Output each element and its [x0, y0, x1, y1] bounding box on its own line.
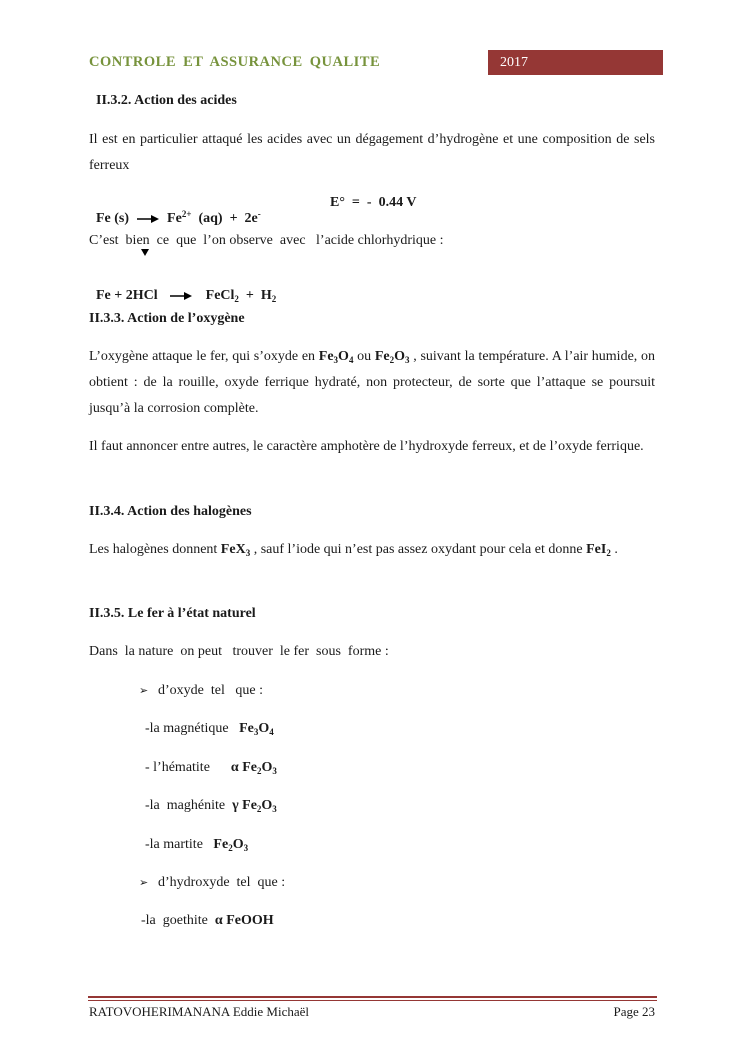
bullet-oxides: [139, 683, 263, 699]
paragraph-halogens: [89, 537, 655, 563]
eq1-aq: (aq) + 2e: [198, 211, 258, 226]
arrow-right-icon: [137, 214, 159, 224]
formula-fex3: FeX$_3$: [220, 542, 251, 558]
eq2-fecl: FeCl: [205, 288, 235, 303]
heading-section-334: II.3.4. Action des halogènes: [89, 504, 252, 519]
heading-section-333: II.3.3. Action de l’oxygène: [89, 311, 245, 326]
eq2-fecl-sub: 2: [234, 294, 239, 304]
eq1-left: Fe (s): [96, 211, 130, 226]
halogen-text-b: , sauf l’iode qui n’est pas assez oxydant pour cela et donne: [250, 542, 587, 557]
eq2-left: Fe + 2HCl: [96, 288, 158, 303]
eq1-electron-charge: -: [257, 209, 261, 219]
paragraph-acids: Il est en particulier attaqué les acides avec un dégagement d’hydrogène et une composition de sels ferreux: [89, 132, 655, 173]
heading-section-332: II.3.2. Action des acides: [96, 93, 237, 108]
bullet-hydroxides-label: d’hydroxyde tel que :: [158, 875, 286, 890]
eq1-potential: E° = - 0.44 V: [330, 195, 417, 210]
arrow-right-icon: [170, 291, 192, 301]
footer-page-number: Page 23: [613, 1004, 655, 1019]
formula-fei2: FeI$_2$: [586, 542, 611, 558]
list-item-hematite: - l’hématite α $Fe_2O_3$: [145, 760, 277, 776]
equation-fe-oxidation: [89, 195, 261, 227]
list-item-magnetite: -la magnétique $Fe_3O_4$: [145, 721, 274, 737]
footer-author: RATOVOHERIMANANA Eddie Michaël: [89, 1004, 310, 1019]
paragraph-amphoteric: Il faut annoncer entre autres, le caractère amphotère de l’hydroxyde ferreux, et de l’oxyde ferrique.: [89, 439, 644, 454]
heading-section-335: II.3.5. Le fer à l’état naturel: [89, 606, 256, 621]
header-title: CONTROLE ET ASSURANCE QUALITE: [89, 54, 381, 70]
halogen-text-c: .: [610, 542, 618, 557]
footer-rule: [88, 996, 657, 998]
triangle-down-icon: [141, 249, 149, 256]
formula-fe2o3: $Fe_2O_3$: [374, 349, 410, 365]
halogen-text-a: Les halogènes donnent: [89, 542, 221, 557]
eq1-ion-charge: 2+: [181, 209, 192, 219]
header-year-badge: 2017: [488, 50, 663, 75]
footer-rule-thin: [88, 1000, 657, 1001]
chevron-bullet-icon: ➢: [139, 877, 149, 889]
equation-fe-hcl: [89, 272, 276, 304]
oxygen-text-c: , suivant la température. A l’air humide, on obtient : de la rouille, oxyde ferrique hydraté, non protecteur, de sorte que l’attaque se poursuit jusqu’à la corrosion complète.: [89, 349, 655, 416]
paragraph-hcl-intro: C’est bien ce que l’on observe avec l’acide chlorhydrique :: [89, 233, 444, 248]
eq2-h-sub: 2: [271, 294, 277, 304]
bullet-hydroxides: [139, 875, 285, 891]
list-item-martite: -la martite $Fe_2O_3$: [145, 837, 249, 853]
eq2-plus-h: + H: [238, 288, 272, 303]
chevron-bullet-icon: ➢: [139, 685, 149, 697]
paragraph-nature-intro: Dans la nature on peut trouver le fer sous forme :: [89, 644, 389, 659]
eq1-ion: Fe: [167, 211, 182, 226]
bullet-oxides-label: d’oxyde tel que :: [158, 683, 263, 698]
list-item-goethite: -la goethite α FeOOH: [141, 913, 274, 928]
oxygen-text-a: L’oxygène attaque le fer, qui s’oxyde en: [89, 349, 319, 364]
list-item-maghemite: -la maghénite γ $Fe_2O_3$: [145, 798, 277, 814]
paragraph-oxygen: [89, 344, 655, 422]
formula-fe3o4: $Fe_3O_4$: [318, 349, 354, 365]
oxygen-text-b: ou: [353, 349, 375, 364]
